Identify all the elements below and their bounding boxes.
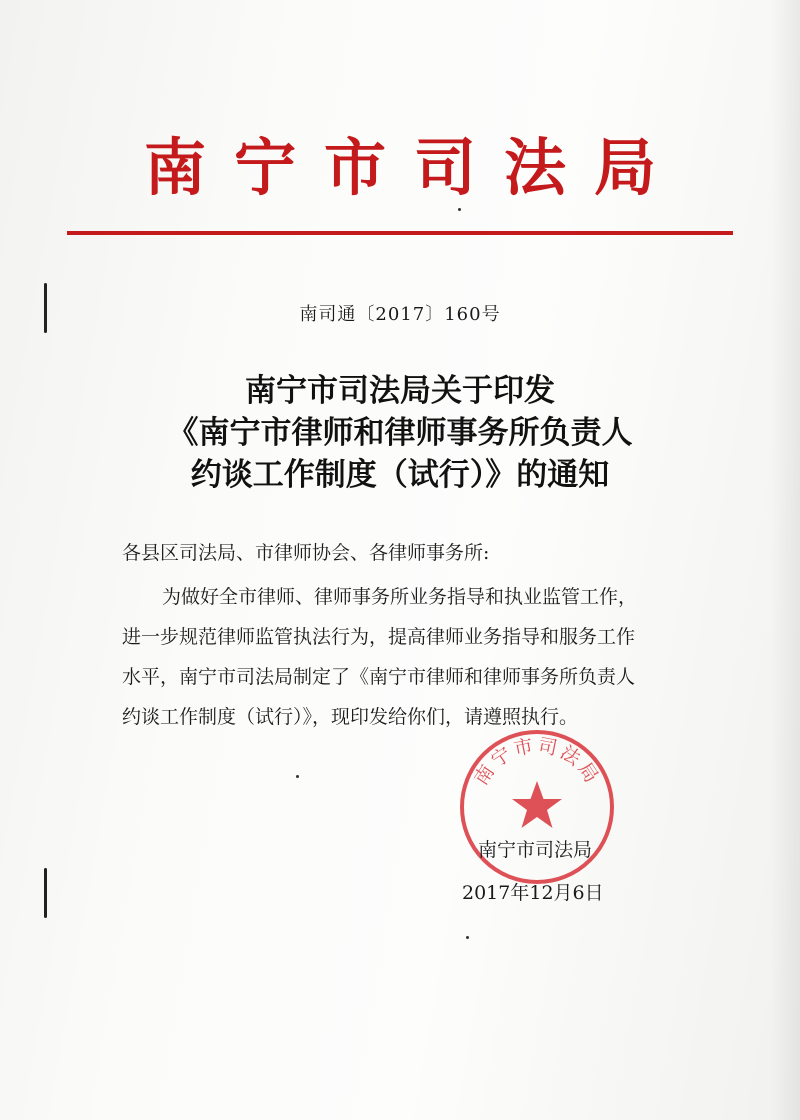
document-number: 南司通〔2017〕160号 <box>299 304 501 325</box>
page-edge-shadow <box>770 0 800 1120</box>
seal-text: 南宁市司法局 <box>470 734 604 790</box>
paper-speck <box>458 208 461 211</box>
red-divider-line <box>67 231 733 235</box>
title-line: 南宁市司法局关于印发 <box>245 373 555 409</box>
official-seal <box>457 727 617 887</box>
title-line: 《南宁市律师和律师事务所负责人 <box>167 415 633 451</box>
body-line: 进一步规范律师监管执法行为，提高律师业务指导和服务工作 <box>122 626 636 648</box>
body-line: 约谈工作制度（试行）》，现印发给你们，请遵照执行。 <box>122 706 579 728</box>
salutation: 各县区司法局、市律师协会、各律师事务所: <box>122 542 490 564</box>
title-line: 约谈工作制度（试行）》的通知 <box>190 457 610 493</box>
binding-mark-bottom <box>44 868 47 918</box>
paper-speck <box>296 775 299 778</box>
issue-date: 2017年12月6日 <box>462 882 604 904</box>
signer-name: 南宁市司法局 <box>478 839 593 861</box>
body-line: 水平，南宁市司法局制定了《南宁市律师和律师事务所负责人 <box>122 666 636 688</box>
body-text <box>122 577 712 737</box>
issuer-header: 南宁市司法局 <box>143 131 684 204</box>
star-icon <box>512 781 562 828</box>
document-title <box>100 370 700 496</box>
body-line: 为做好全市律师、律师事务所业务指导和执业监管工作， <box>162 586 638 608</box>
paper-speck <box>466 936 469 939</box>
